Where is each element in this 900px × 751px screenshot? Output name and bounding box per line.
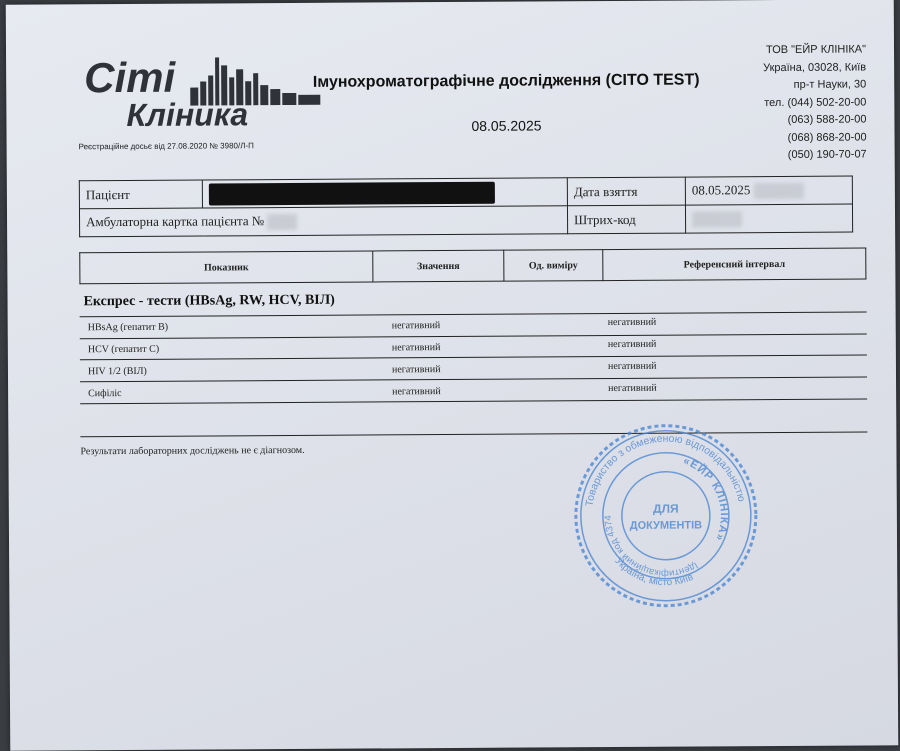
row-reference: негативний [607, 316, 657, 329]
row-value: негативний [391, 364, 441, 376]
row-value: негативний [391, 320, 441, 332]
row-value: негативний [392, 386, 441, 398]
row-name: HIV 1/2 (ВІЛ) [87, 365, 147, 378]
company-phone1: тел. (044) 502-20-00 [764, 95, 867, 109]
redacted-name [209, 181, 495, 205]
registration-text: Реєстраційне досьє від 27.08.2020 № 3980/Л-П [78, 141, 254, 152]
collection-date-value: 08.05.2025 [691, 182, 751, 198]
row-name: HCV (гепатит С) [87, 343, 160, 356]
row-name: Сифіліс [88, 388, 122, 400]
company-phone3: (068) 868-20-00 [787, 130, 867, 144]
company-info [666, 41, 867, 165]
header-indicator: Показник [80, 251, 373, 284]
row-divider [80, 376, 867, 382]
stamp-outer-text: Товариство з обмеженою відповідальністю [583, 432, 748, 508]
logo-line2: Кліника [126, 96, 249, 133]
document-page [6, 0, 899, 751]
row-name: HBsAg (гепатит В) [87, 321, 169, 334]
logo-line1: Сіті [84, 53, 176, 102]
row-divider [80, 333, 867, 339]
header-reference: Референсний інтервал [603, 248, 866, 281]
card-cell [79, 206, 567, 237]
row-divider [80, 311, 867, 317]
company-stamp [570, 420, 761, 611]
clinic-logo [80, 47, 331, 139]
stamp-center-line1: ДЛЯ [652, 501, 679, 516]
blurred-barcode [692, 211, 742, 227]
section-title: Експрес - тести (HBsAg, RW, HCV, ВІЛ) [83, 292, 335, 310]
stamp-code: Ідентифікаційний код 43746706 [602, 515, 700, 579]
row-reference: негативний [608, 382, 657, 395]
stamp-company: «ЕЙР КЛІНІКА» [681, 454, 730, 544]
header-value: Значення [373, 250, 504, 282]
row-reference: негативний [607, 360, 657, 373]
stamp-center-line2: ДОКУМЕНТІВ [629, 519, 703, 532]
company-address1: Україна, 03028, Київ [763, 60, 867, 74]
row-value: негативний [391, 342, 441, 354]
barcode-label: Штрих-код [567, 205, 685, 234]
blurred-card-number [267, 214, 297, 230]
city-skyline-icon [80, 47, 331, 139]
patient-label: Пацієнт [79, 180, 202, 209]
stamp-city: Україна, місто Київ [612, 555, 695, 589]
barcode-cell [685, 204, 852, 233]
row-divider [80, 354, 867, 360]
company-address2: пр-т Науки, 30 [793, 78, 867, 91]
patient-table [79, 176, 853, 238]
document-date: 08.05.2025 [471, 117, 542, 134]
company-phone2: (063) 588-20-00 [787, 113, 867, 126]
patient-name-cell [202, 178, 567, 208]
collection-date-cell [685, 176, 852, 205]
company-phone4: (050) 190-70-07 [787, 148, 867, 161]
document-title: Імунохроматографічне дослідження (CITO TEST) [312, 71, 700, 91]
row-divider [80, 398, 867, 404]
stamp-seal-icon [570, 420, 761, 611]
company-name: ТОВ "ЕЙР КЛІНІКА" [765, 43, 867, 57]
footer-note: Результати лабораторних досліджень не є діагнозом. [80, 444, 305, 458]
card-label: Амбулаторна картка пацієнта № [86, 213, 265, 230]
results-header [79, 247, 866, 284]
collection-date-label: Дата взяття [567, 177, 685, 206]
blurred-time [754, 183, 804, 199]
header-unit: Од. виміру [504, 250, 603, 282]
row-reference: негативний [607, 338, 657, 351]
